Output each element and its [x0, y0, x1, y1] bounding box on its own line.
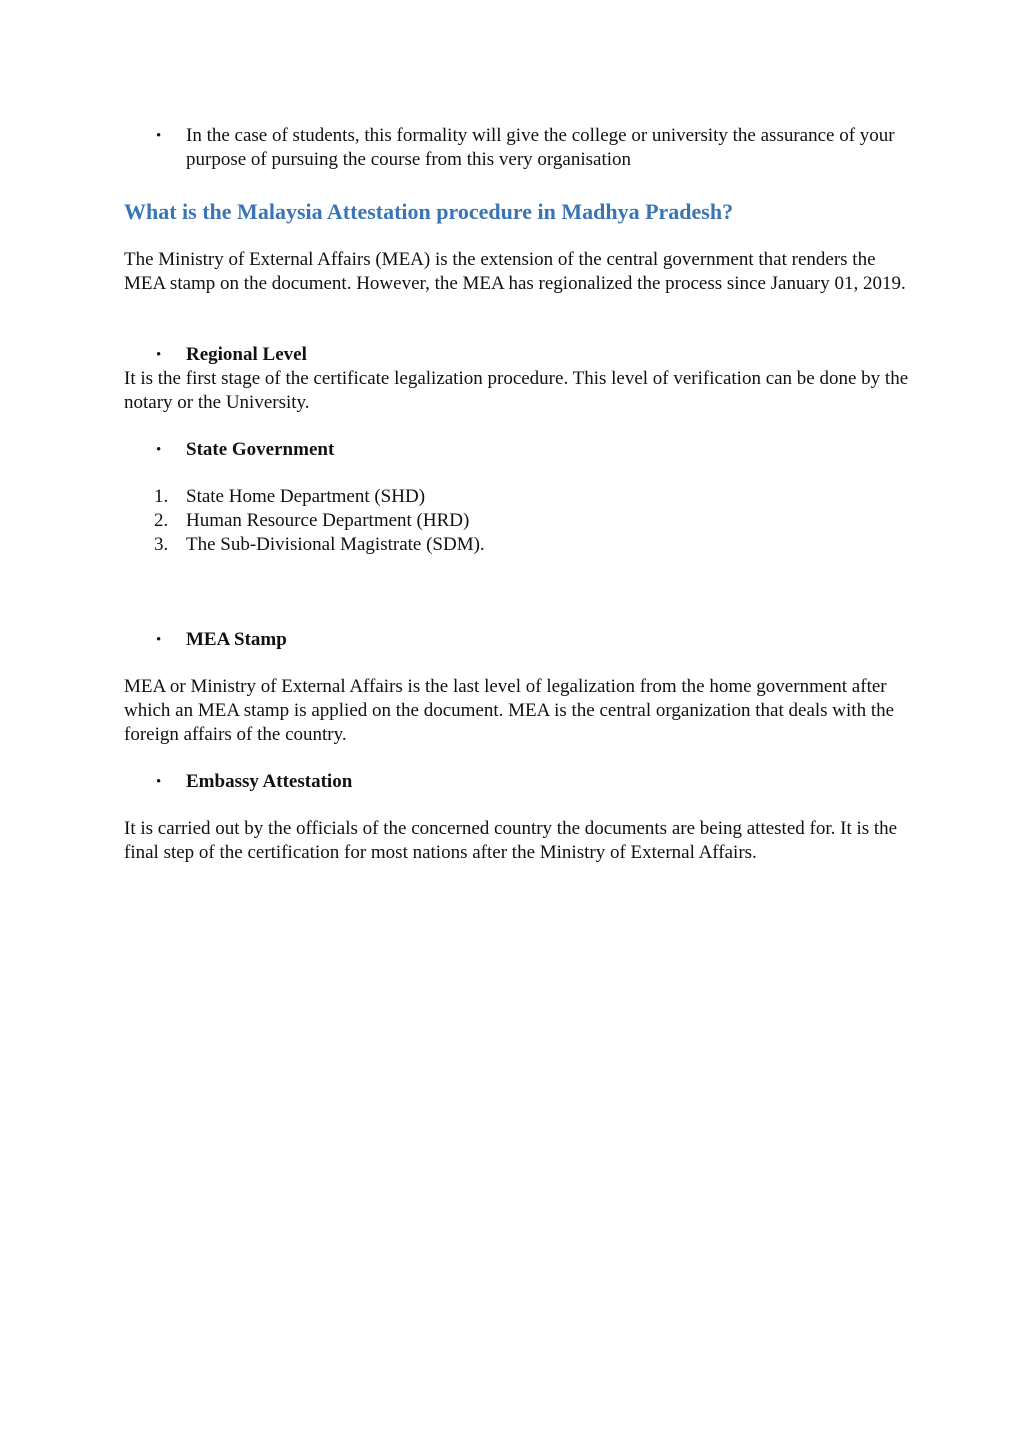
bullet-icon: • — [156, 128, 162, 144]
mea-stamp-bullet — [124, 628, 914, 652]
bullet-icon: • — [156, 632, 162, 648]
list-item — [124, 533, 824, 557]
embassy-attestation-title: Embassy Attestation — [186, 771, 353, 792]
list-number: 1. — [154, 486, 169, 507]
regional-level-body: It is the first stage of the certificate legalization procedure. This level of verification can be done by the notary or the University. — [124, 368, 909, 413]
bullet-icon: • — [156, 442, 162, 458]
intro-paragraph: The Ministry of External Affairs (MEA) is the extension of the central government that renders the MEA stamp on the document. However, the MEA has regionalized the process since January 01, 2019. — [124, 249, 906, 294]
bullet-icon: • — [156, 774, 162, 790]
list-item-text: The Sub-Divisional Magistrate (SDM). — [186, 534, 485, 555]
embassy-attestation-body: It is carried out by the officials of the concerned country the documents are being attested for. It is the final step of the certification for most nations after the Ministry of External Affairs. — [124, 818, 898, 863]
regional-level-bullet — [124, 343, 914, 367]
list-item-text: Human Resource Department (HRD) — [186, 510, 470, 531]
list-number: 2. — [154, 510, 169, 531]
section-heading: What is the Malaysia Attestation procedure in Madhya Pradesh? — [124, 199, 734, 224]
list-item-text: State Home Department (SHD) — [186, 486, 426, 507]
regional-level-title: Regional Level — [186, 344, 307, 365]
bullet-icon: • — [156, 347, 162, 363]
state-government-bullet — [124, 438, 914, 462]
mea-stamp-body: MEA or Ministry of External Affairs is the last level of legalization from the home government after which an MEA stamp is applied on the document. MEA is the central organization that deals with the foreign affairs of the country. — [124, 676, 895, 745]
list-item — [124, 509, 824, 533]
state-government-title: State Government — [186, 439, 335, 460]
list-number: 3. — [154, 534, 169, 555]
mea-stamp-title: MEA Stamp — [186, 629, 287, 650]
list-item — [124, 485, 824, 509]
embassy-attestation-bullet — [124, 770, 914, 794]
intro-bullet — [124, 124, 914, 174]
intro-bullet-text: In the case of students, this formality will give the college or university the assurance of your purpose of pursuing the course from this very organisation — [186, 125, 895, 170]
